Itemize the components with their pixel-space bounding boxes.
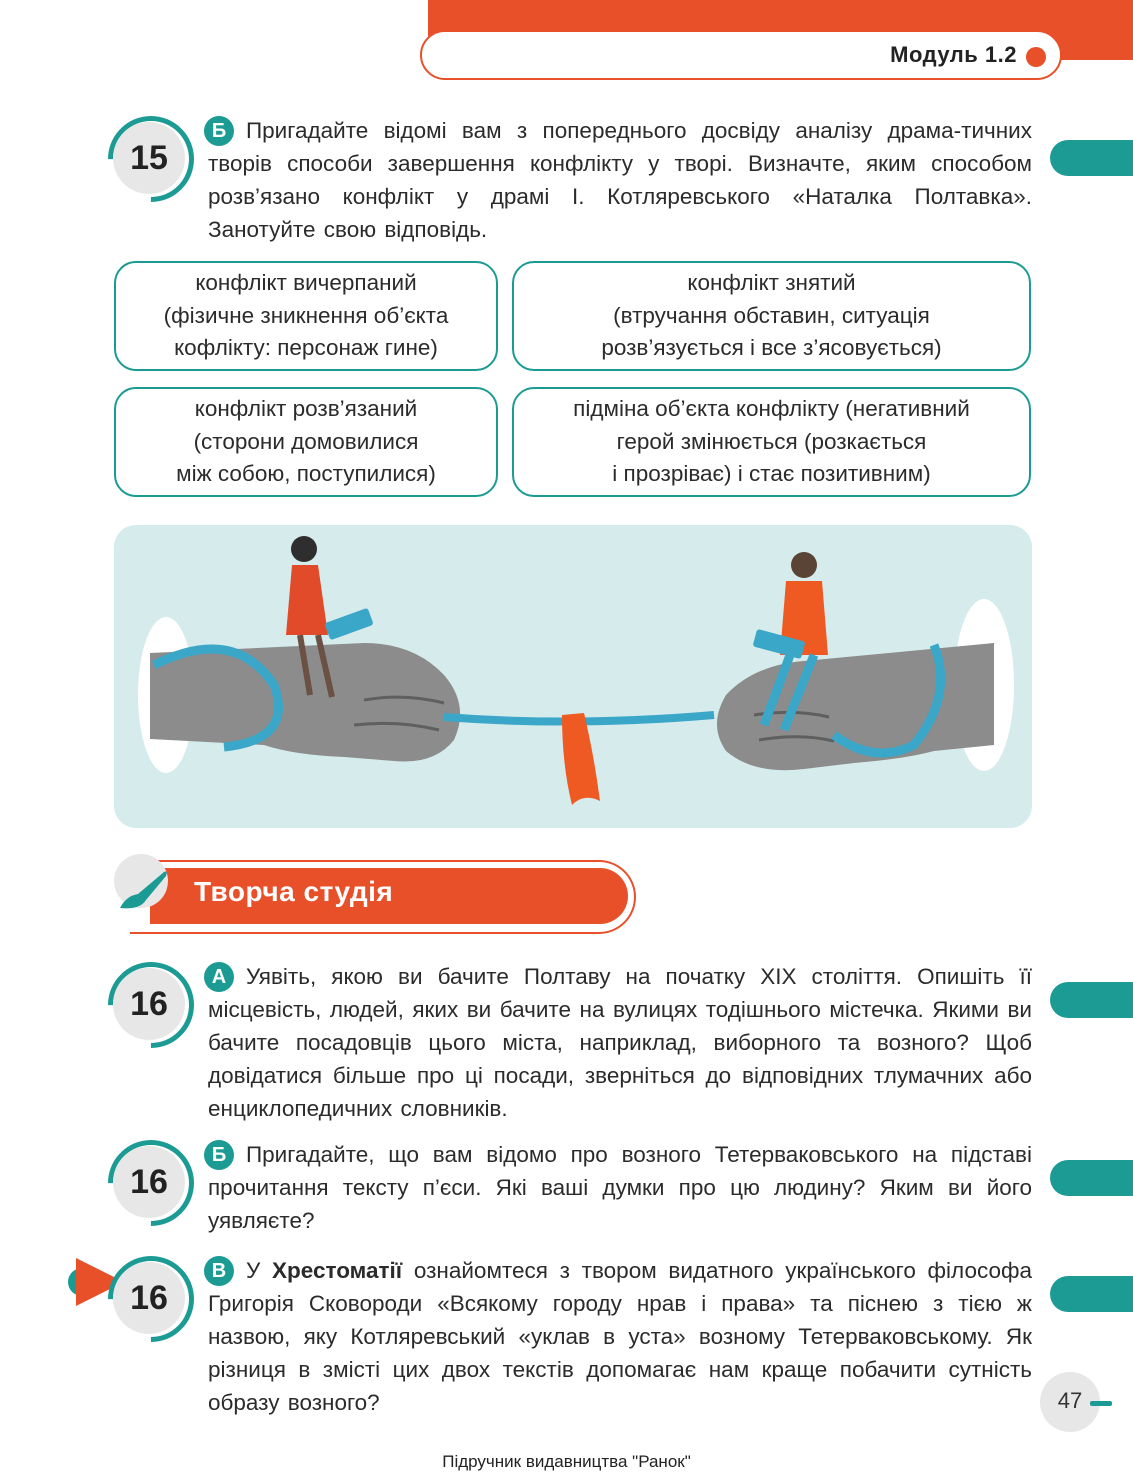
side-tab-marker <box>1050 140 1133 176</box>
task-15-text: Пригадайте відомі вам з попереднього досвіду аналізу драма-тичних творів способи завершення конфлікту у творі. Визначте, яким способом розв’язано конфлікт у драмі І. Котляревського «Наталка Полтавка». Занотуйте свою відповідь. <box>208 118 1032 242</box>
task-level-badge: В <box>204 1256 234 1286</box>
tug-of-war-illustration <box>114 525 1032 828</box>
task-number: 16 <box>113 968 185 1040</box>
publisher-footer: Підручник видавництва "Ранок" <box>442 1452 691 1471</box>
conflict-type-box: конфлікт вичерпаний (фізичне зникнення об’єкта кофлікту: персонаж гине) <box>114 261 498 371</box>
illustration-svg <box>114 525 1032 828</box>
task-level-badge: Б <box>204 1140 234 1170</box>
red-flag-icon <box>562 713 600 805</box>
anthology-link-text: Хрестоматії <box>272 1258 403 1283</box>
side-tab-marker <box>1050 1276 1133 1312</box>
task-number: 16 <box>113 1146 185 1218</box>
task-level-badge: А <box>204 962 234 992</box>
section-title: Творча студія <box>194 876 394 907</box>
task-16c-text: У Хрестоматії ознайомтеся з твором видатного українського філософа Григорія Сковороди «Всякому городу нрав і права» та піснею з тією ж назвою, яку Котляревський «уклав в уста» возному Тетерваковському. Як різниця в змісті цих двох текстів допомагає нам краще побачити сутність образу возного? <box>208 1258 1032 1415</box>
task-16a-text: Уявіть, якою ви бачите Полтаву на початку ХІХ століття. Опишіть її місцевість, людей, яких ви бачите на вулицях тодішнього містечка. Якими ви бачите посадовців цього міста, наприклад, виборного та возного? Щоб довідатися більше про ці посади, зверніться до відповідних тлумачних або енциклопедичних словників. <box>208 964 1032 1121</box>
woman-figure-icon <box>291 536 317 562</box>
module-label: Модуль 1.2 <box>890 42 1017 67</box>
task-16b-text: Пригадайте, що вам відомо про возного Тетерваковського на підставі прочитання тексту п’єси. Які ваші думки про цю людину? Яким ви його уявляєте? <box>208 1142 1032 1233</box>
task-level-badge: Б <box>204 116 234 146</box>
task-number: 16 <box>113 1262 185 1334</box>
conflict-type-box: підміна об’єкта конфлікту (негативний герой змінюється (розкається і прозріває) і стає позитивним) <box>512 387 1031 497</box>
module-dot-icon <box>1026 47 1046 67</box>
side-tab-marker <box>1050 982 1133 1018</box>
side-tab-marker <box>1050 1160 1133 1196</box>
conflict-type-box: конфлікт розв’язаний (сторони домовилися між собою, поступилися) <box>114 387 498 497</box>
man-figure-icon <box>791 552 817 578</box>
task-number: 15 <box>113 122 185 194</box>
page-number-dash <box>1090 1401 1112 1406</box>
brush-icon <box>116 866 176 912</box>
conflict-type-box: конфлікт знятий (втручання обставин, ситуація розв’язується і все з’ясовується) <box>512 261 1031 371</box>
page-number: 47 <box>1057 1388 1083 1413</box>
